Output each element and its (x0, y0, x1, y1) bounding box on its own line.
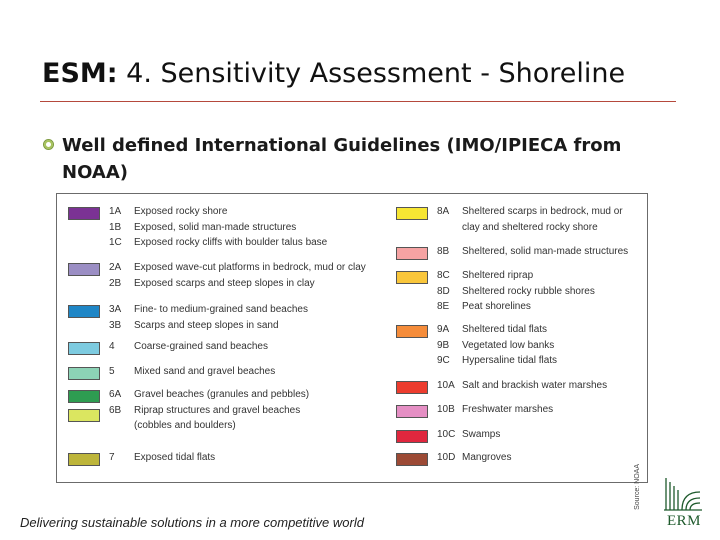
legend-swatch (396, 271, 428, 284)
legend-swatch (68, 367, 100, 380)
legend-swatch (396, 430, 428, 443)
legend-description-line: Sheltered rocky rubble shores (462, 285, 595, 297)
legend-codes: 3A 3B (109, 304, 122, 331)
legend-description-line: Exposed tidal flats (134, 452, 216, 463)
legend-description-line: Freshwater marshes (462, 404, 554, 415)
legend-description-line: Swamps (462, 429, 501, 440)
legend-description-line: clay and sheltered rocky shore (462, 221, 598, 233)
title-prefix: ESM: (42, 58, 118, 89)
legend-descriptions (462, 378, 607, 394)
legend-descriptions (462, 427, 500, 443)
legend-description-line: Mixed sand and gravel beaches (134, 366, 276, 377)
legend-description-line: Sheltered scarps in bedrock, mud or (462, 206, 623, 217)
legend-codes: 8A (437, 206, 450, 217)
legend-swatch (68, 409, 100, 422)
legend-swatch (396, 325, 428, 338)
legend-descriptions (134, 260, 366, 291)
legend-swatch (68, 453, 100, 466)
legend-descriptions (462, 450, 511, 466)
legend-description-line: Vegetated low banks (462, 339, 555, 351)
legend-swatch (396, 381, 428, 394)
legend-codes: 10D (437, 452, 456, 463)
legend-description-line: Gravel beaches (granules and pebbles) (134, 389, 310, 400)
legend-descriptions (462, 204, 623, 235)
legend-descriptions (134, 387, 309, 434)
legend-codes: 6A 6B (109, 389, 122, 416)
legend-source: Source: NOAA (634, 464, 641, 510)
legend-swatch (396, 207, 428, 220)
title-text: 4. Sensitivity Assessment - Shoreline (126, 58, 626, 89)
legend-description-line: Coarse-grained sand beaches (134, 341, 268, 352)
legend-descriptions (462, 268, 595, 315)
legend-swatch (68, 390, 100, 403)
legend-description-line: Fine- to medium-grained sand beaches (134, 304, 308, 315)
legend-codes: 9A 9B 9C (437, 324, 450, 366)
legend-descriptions (462, 244, 628, 260)
legend-description-line: Exposed rocky shore (134, 206, 228, 217)
legend-descriptions (134, 302, 308, 333)
legend-description-line: Scarps and steep slopes in sand (134, 319, 279, 331)
legend-descriptions (462, 402, 553, 418)
legend-description-line: Riprap structures and gravel beaches (134, 404, 301, 416)
legend-description-line: Exposed scarps and steep slopes in clay (134, 277, 315, 289)
legend-codes: 10C (437, 429, 456, 440)
bullet-icon (43, 139, 54, 150)
legend-codes: 8B (437, 246, 450, 257)
legend-codes: 8C 8D 8E (437, 270, 450, 312)
legend-description-line: Peat shorelines (462, 301, 531, 312)
legend-descriptions (134, 450, 215, 466)
legend-descriptions (134, 204, 327, 251)
logo-text: ERM (666, 513, 701, 529)
legend-swatch (68, 305, 100, 318)
legend-codes: 7 (109, 452, 115, 463)
legend-description-line: Sheltered, solid man-made structures (462, 246, 629, 257)
legend-description-line: (cobbles and boulders) (134, 420, 236, 431)
legend-swatch (396, 405, 428, 418)
legend-codes: 4 (109, 341, 115, 352)
legend-descriptions (134, 364, 275, 380)
legend-description-line: Exposed rocky cliffs with boulder talus base (134, 237, 328, 248)
legend-description-line: Salt and brackish water marshes (462, 380, 608, 391)
legend-description-line: Mangroves (462, 452, 512, 463)
bullet-text: Well defined International Guidelines (IMO/IPIECA from NOAA) (62, 135, 622, 183)
slide-title (42, 58, 625, 89)
legend-description-line: Sheltered riprap (462, 270, 534, 281)
legend-description-line: Hypersaline tidal flats (462, 355, 558, 366)
legend-swatch (68, 207, 100, 220)
legend-descriptions (462, 322, 557, 369)
legend-codes: 2A 2B (109, 262, 122, 289)
legend-codes: 5 (109, 366, 115, 377)
legend-description-line: Exposed, solid man-made structures (134, 221, 297, 233)
legend-image (56, 193, 648, 510)
legend-description-line: Exposed wave-cut platforms in bedrock, mud or clay (134, 262, 366, 273)
legend-description-line: Sheltered tidal flats (462, 324, 548, 335)
legend-swatch (68, 263, 100, 276)
legend-swatch (396, 247, 428, 260)
legend-swatch (68, 342, 100, 355)
legend-swatch (396, 453, 428, 466)
legend-codes: 10A (437, 380, 455, 391)
title-rule (40, 101, 676, 102)
footer-tagline: Delivering sustainable solutions in a more competitive world (20, 515, 364, 530)
legend-codes: 1A 1B 1C (109, 206, 122, 248)
legend-codes: 10B (437, 404, 455, 415)
legend-descriptions (134, 339, 268, 355)
